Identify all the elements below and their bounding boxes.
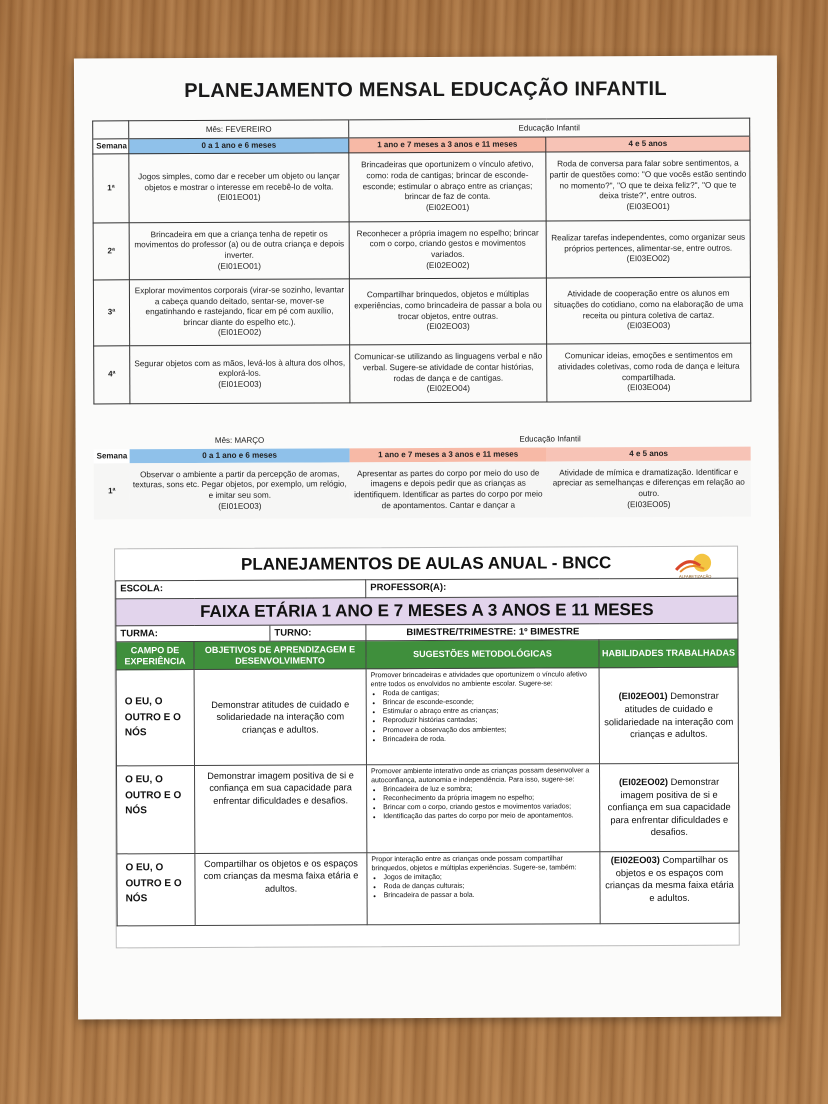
svg-text:ALFABETIZAÇÃO: ALFABETIZAÇÃO [678,573,712,579]
header-habilidades: HABILIDADES TRABALHADAS [599,639,738,668]
month-label: Mês: MARÇO [214,436,265,446]
week-cell: 3ª [93,280,129,346]
paper-sheet [74,55,781,1019]
professor-field: PROFESSOR(A): [366,578,738,598]
table-row [116,667,738,766]
week-cell: 1ª [94,463,130,519]
activity-cell: Jogos simples, como dar e receber um objeto ou lançar objetos e mostrar o interesse em recebê-lo de volta. (EI01EO01) [129,153,349,223]
objetivo-cell: Compartilhar os objetos e os espaços com crianças da mesma faixa etária e adultos. [195,853,367,926]
table-bncc [115,578,740,927]
table-row [93,220,750,280]
bncc-sheet [114,546,740,949]
header-objetivos: OBJETIVOS DE APRENDIZAGEM E DESENVOLVIMENTO [194,641,366,670]
habilidade-cell: (EI02EO01) Demonstrar atitudes de cuidado e solidariedade na interação com crianças e adultos. [599,667,738,764]
campo-cell: O EU, O OUTRO E O NÓS [116,766,194,854]
objetivo-cell: Demonstrar atitudes de cuidado e solidariedade na interação com crianças e adultos. [194,669,366,766]
activity-cell: Atividade de cooperação entre os alunos em situações do cotidiano, como na elaboração de uma receita ou pintura coletiva de cartaz. (EI03EO03) [546,277,750,344]
activity-cell: Comunicar-se utilizando as linguagens verbal e não verbal. Sugere-se atividade de contar histórias, rodas de dança e de cantigas. (EI02EO04) [350,344,547,403]
table-row [94,343,751,404]
col-header-4-5: 4 e 5 anos [546,136,750,152]
turno-field: TURNO: [274,627,312,639]
header-sugestoes: SUGESTÕES METODOLÓGICAS [366,640,599,669]
activity-cell: Reconhecer a própria imagem no espelho; brincar com o corpo, criando gestos e movimentos variados. (EI02EO02) [349,221,546,279]
objetivo-cell: Demonstrar imagem positiva de si e confiança em sua capacidade para enfrentar dificuldades e desafios. [194,765,366,854]
col-header-1-3: 1 ano e 7 meses a 3 anos e 11 meses [349,137,546,153]
activity-cell: Realizar tarefas independentes, como organizar seus próprios pertences, alimentar-se, entre outros. (EI03EO02) [546,220,750,278]
col-header-0-1: 0 a 1 ano e 6 meses [129,138,349,154]
sugestoes-cell: Promover brincadeiras e atividades que oportunizem o vínculo afetivo entre todos os envolvidos no ambiente escolar. Sugere-se: • Roda de cantigas; • Brincar de esconde-esconde; • Estimular o abraço entre as crianças; • Reproduzir histórias cantadas; • Promover a observação dos ambientes; • Brincadeira de roda. [366,668,599,765]
table-row [94,461,751,520]
habilidade-cell: (EI02EO02) Demonstrar imagem positiva de si e confiança em sua capacidade para enfrentar dificuldades e desafios. [599,763,738,852]
table-row [93,277,750,346]
activity-cell: Segurar objetos com as mãos, levá-los à altura dos olhos, explorá-los. (EI01EO03) [130,345,350,404]
habilidade-cell: (EI02EO03) Compartilhar os objetos e os espaços com crianças da mesma faixa etária e adultos. [600,851,739,924]
week-cell: 1ª [93,154,129,223]
page-title: PLANEJAMENTO MENSAL EDUCAÇÃO INFANTIL [184,77,667,103]
activity-cell: Comunicar ideias, emoções e sentimentos em atividades coletivas, como roda de dança e leitura compartilhada. (EI03EO04) [547,343,751,402]
week-cell: 2ª [93,223,129,280]
semana-header: Semana [93,139,129,154]
sugestoes-cell: Promover ambiente interativo onde as crianças possam desenvolver a autoconfiança, autonomia e independência. Para isso, sugere-se: • Brincadeira de luz e sombra; • Reconhecimento da própria imagem no espelho; • Brincar com o corpo, criando gestos e movimentos variados; • Identificação das partes do corpo por meio de apontamentos. [366,764,599,853]
activity-cell: Atividade de mímica e dramatização. Identificar e apreciar as semelhanças e diferenças em relação ao outro. (EI03EO05) [547,461,751,518]
col-header-4-5: 4 e 5 anos [547,447,751,462]
faixa-etaria-banner: FAIXA ETÁRIA 1 ANO E 7 MESES A 3 ANOS E 11 MESES [116,596,738,626]
activity-cell: Apresentar as partes do corpo por meio do uso de imagens e depois pedir que as crianças as identifiquem. Identificar as partes do corpo por meio de apontamentos. Cantar e dançar a [350,461,547,518]
activity-cell: Roda de conversa para falar sobre sentimentos, a partir de questões como: "O que vocês estão sentindo no momento?", "O que te deixa feliz?", "O que te deixa triste?", entre outros. (EI03EO01) [546,151,750,221]
table-fevereiro [92,118,751,405]
bimestre-field: BIMESTRE/TRIMESTRE: 1º BIMESTRE [366,623,738,641]
campo-cell: O EU, O OUTRO E O NÓS [116,670,194,766]
activity-cell: Compartilhar brinquedos, objetos e múltiplas experiências, como brincadeira de passar a bola ou trocar objetos, entre outras. (EI02EO03) [349,278,546,345]
turma-field: TURMA: [116,626,270,642]
activity-cell: Explorar movimentos corporais (virar-se sozinho, levantar a cabeça quando deitado, sentar-se, mover-se engatinhando e rastejando, ficar em pé com auxílio, brincar diante do espelho etc.). (EI01EO02) [129,279,349,346]
col-header-1-3: 1 ano e 7 meses a 3 anos e 11 meses [350,447,547,462]
month-label: Mês: FEVEREIRO [129,120,349,139]
week-cell: 4ª [94,346,130,404]
group-label: Educação Infantil [349,118,750,138]
table-row [117,851,739,926]
table-marco [94,432,751,520]
header-campo: CAMPO DE EXPERIÊNCIA [116,642,194,670]
escola-field: ESCOLA: [116,580,366,599]
table-row [116,763,738,854]
group-label: Educação Infantil [519,434,581,444]
bncc-title: PLANEJAMENTOS DE AULAS ANUAL - BNCC [240,553,612,574]
activity-cell: Brincadeiras que oportunizem o vínculo afetivo, como: roda de cantigas; brincar de esconde-esconde; estimular o abraço entre as crianças; brincar de faz de conta. (EI02EO01) [349,152,546,222]
sun-logo-icon [670,550,720,580]
table-row [93,151,750,223]
semana-header: Semana [94,449,130,463]
activity-cell: Brincadeira em que a criança tenha de repetir os movimentos do professor (a) ou de outra criança e depois inverter. (EI01EO01) [129,222,349,280]
col-header-0-1: 0 a 1 ano e 6 meses [130,448,350,463]
campo-cell: O EU, O OUTRO E O NÓS [117,854,195,926]
activity-cell: Observar o ambiente a partir da percepção de aromas, texturas, sons etc. Pegar objetos, por exemplo, um relógio, e imitar seu som. (EI01EO03) [130,462,350,519]
sugestoes-cell: Propor interação entre as crianças onde possam compartilhar brinquedos, objetos e múltiplas experiências. Sugere-se, também: • Jogos de imitação; • Roda de danças culturais; • Brincadeira de passar a bola. [367,852,600,925]
